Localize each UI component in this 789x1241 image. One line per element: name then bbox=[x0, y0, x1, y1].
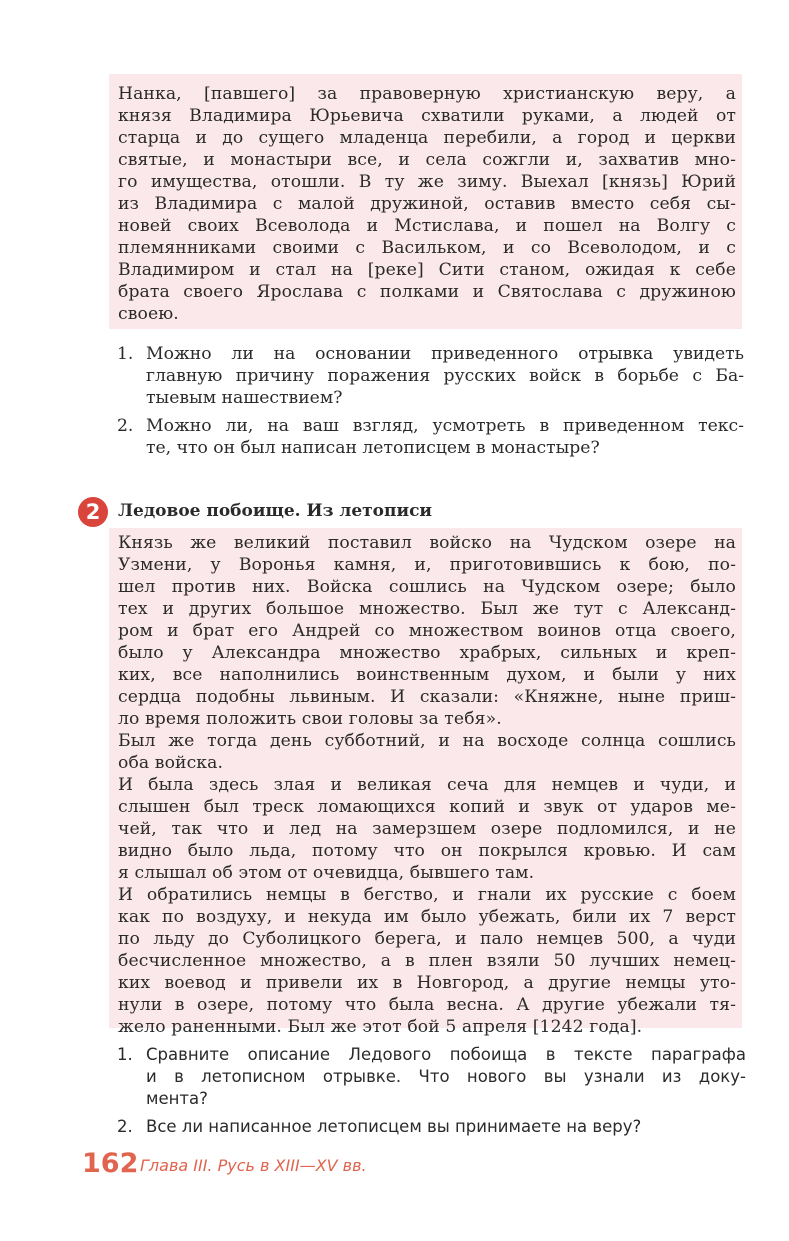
text-line: сердца подобны львиным. И сказали: «Княжне, ныне приш- bbox=[118, 687, 736, 707]
question-line: Все ли написанное летописцем вы принимаете на веру? bbox=[146, 1117, 642, 1136]
question-line: Можно ли, на ваш взгляд, усмотреть в приведенном текс- bbox=[146, 416, 744, 436]
text-line: по льду до Суболицкого берега, и пало немцев 500, а чуди bbox=[118, 929, 736, 949]
text-line: видно было льда, потому что он покрылся кровью. И сам bbox=[118, 841, 736, 861]
question-number: 1. bbox=[117, 1045, 133, 1064]
question-line: мента? bbox=[146, 1089, 208, 1108]
chapter-title: Глава III. Русь в XIII—XV вв. bbox=[140, 1156, 367, 1175]
question-line: главную причину поражения русских войск в борьбе с Ба- bbox=[146, 366, 744, 386]
document-number-badge: 2 bbox=[78, 497, 108, 527]
text-line: новей своих Всеволода и Мстислава, и пошел на Волгу с bbox=[118, 216, 736, 236]
text-line: нули в озере, потому что была весна. А другие убежали тя- bbox=[118, 995, 736, 1015]
text-line: брата своего Ярослава с полками и Святослава с дружиною bbox=[118, 282, 736, 302]
text-line: ло время положить свои головы за тебя». bbox=[118, 709, 502, 729]
text-line: ких воевод и привели их в Новгород, а другие немцы уто- bbox=[118, 973, 736, 993]
text-line: шел против них. Войска сошлись на Чудском озере; было bbox=[118, 577, 736, 597]
text-line: Был же тогда день субботний, и на восходе солнца сошлись bbox=[118, 731, 736, 751]
text-line: чей, так что и лед на замерзшем озере подломился, и не bbox=[118, 819, 736, 839]
text-line: как по воздуху, и некуда им было убежать, били их 7 верст bbox=[118, 907, 736, 927]
text-line: слышен был треск ломающихся копий и звук от ударов ме- bbox=[118, 797, 736, 817]
text-line: святые, и монастыри все, и села сожгли и, захватив мно- bbox=[118, 150, 736, 170]
question-line: тыевым нашествием? bbox=[146, 388, 343, 408]
text-line: из Владимира с малой дружиной, оставив вместо себя сы- bbox=[118, 194, 736, 214]
text-line: тех и других большое множество. Был же тут с Александ- bbox=[118, 599, 736, 619]
text-line: своею. bbox=[118, 304, 179, 324]
text-line: старца и до сущего младенца перебили, а город и церкви bbox=[118, 128, 736, 148]
text-line: жело раненными. Был же этот бой 5 апреля [1242 года]. bbox=[118, 1017, 643, 1037]
text-line: Князь же великий поставил войско на Чудском озере на bbox=[118, 533, 736, 553]
text-line: племянниками своими с Васильком, и со Всеволодом, и с bbox=[118, 238, 736, 258]
text-line: я слышал об этом от очевидца, бывшего там. bbox=[118, 863, 535, 883]
text-line: ких, все наполнились воинственным духом, и были у них bbox=[118, 665, 736, 685]
text-line: князя Владимира Юрьевича схватили руками, а людей от bbox=[118, 106, 736, 126]
question-line: Сравните описание Ледового побоища в тексте параграфа bbox=[146, 1045, 746, 1064]
text-line: бесчисленное множество, а в плен взяли 50 лучших немец- bbox=[118, 951, 736, 971]
text-line: го имущества, отошли. В ту же зиму. Выехал [князь] Юрий bbox=[118, 172, 736, 192]
page-number: 162 bbox=[82, 1148, 139, 1179]
text-line: ром и брат его Андрей со множеством воинов отца своего, bbox=[118, 621, 736, 641]
question-number: 2. bbox=[117, 1117, 133, 1136]
text-line: Узмени, у Воронья камня, и, приготовившись к бою, по- bbox=[118, 555, 736, 575]
document-heading: Ледовое побоище. Из летописи bbox=[118, 501, 433, 521]
text-line: Владимиром и стал на [реке] Сити станом, ожидая к себе bbox=[118, 260, 736, 280]
text-line: И обратились немцы в бегство, и гнали их русские с боем bbox=[118, 885, 736, 905]
question-number: 1. bbox=[117, 344, 134, 364]
text-line: И была здесь злая и великая сеча для немцев и чуди, и bbox=[118, 775, 736, 795]
question-line: те, что он был написан летописцем в монастыре? bbox=[146, 438, 600, 458]
question-line: и в летописном отрывке. Что нового вы узнали из доку- bbox=[146, 1067, 746, 1086]
text-line: было у Александра множество храбрых, сильных и креп- bbox=[118, 643, 736, 663]
text-line: оба войска. bbox=[118, 753, 224, 773]
question-number: 2. bbox=[117, 416, 134, 436]
text-line: Нанка, [павшего] за правоверную христианскую веру, а bbox=[118, 84, 736, 104]
question-line: Можно ли на основании приведенного отрывка увидеть bbox=[146, 344, 744, 364]
